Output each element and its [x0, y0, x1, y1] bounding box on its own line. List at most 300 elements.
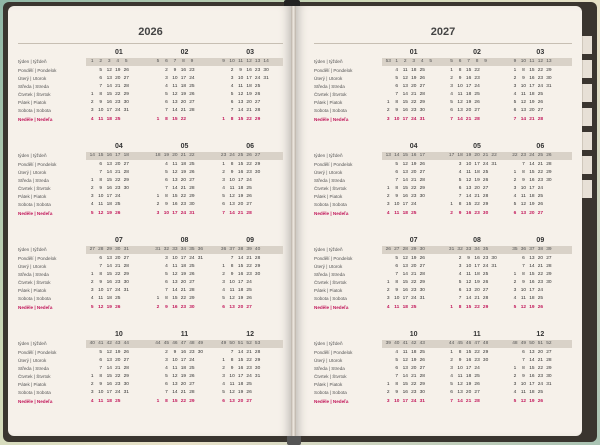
day-number: 1	[90, 272, 94, 278]
week-numbers	[217, 340, 283, 348]
week-number: 12	[246, 59, 252, 64]
day-number: 3	[386, 296, 390, 302]
day-label: Čtvrtek | Štvrtok	[18, 186, 51, 192]
day-row	[152, 193, 218, 201]
week-number: 51	[237, 341, 244, 346]
week-number: 50	[229, 341, 235, 346]
day-number: 25	[537, 194, 544, 200]
day-row	[152, 381, 218, 389]
day-number	[418, 210, 427, 218]
day-number: 16	[465, 358, 472, 364]
day-row	[86, 161, 152, 169]
day-number: 3	[165, 358, 168, 364]
day-number: 10	[172, 358, 178, 364]
day-number: 4	[386, 210, 390, 216]
week-numbers	[86, 152, 152, 160]
day-number: 22	[411, 100, 417, 106]
day-number: 7	[458, 194, 462, 200]
day-label: Neděle | Nedeľa	[18, 210, 53, 216]
day-number: 27	[482, 288, 489, 294]
day-number: 13	[457, 390, 463, 396]
day-number: 25	[474, 374, 480, 380]
day-number	[154, 83, 163, 91]
day-number: 14	[172, 390, 178, 396]
day-row	[152, 201, 218, 209]
week-number: 39	[546, 247, 552, 252]
day-number: 21	[180, 288, 187, 294]
week-label: týden | týždeň	[314, 59, 343, 64]
day-number: 21	[529, 116, 535, 122]
day-number: 4	[450, 374, 453, 380]
day-number: 26	[189, 92, 195, 98]
day-number: 3	[386, 116, 390, 122]
day-number: 14	[465, 194, 472, 200]
day-number: 27	[189, 280, 195, 286]
day-row	[152, 177, 218, 185]
week-number: 35	[482, 247, 489, 252]
day-number: 5	[458, 178, 462, 184]
month-block	[86, 142, 152, 236]
day-number	[384, 83, 393, 91]
day-number: 6	[165, 178, 168, 184]
day-number: 8	[522, 272, 525, 278]
day-number: 10	[520, 288, 527, 294]
day-number: 12	[402, 358, 408, 364]
day-number: 26	[482, 178, 489, 184]
day-row	[445, 116, 508, 124]
day-number: 9	[99, 100, 103, 106]
day-number: 13	[529, 256, 535, 261]
day-number: 1	[156, 398, 160, 404]
page-tab[interactable]	[582, 156, 592, 174]
page-tab[interactable]	[582, 36, 592, 54]
week-number: 26	[385, 247, 391, 252]
month-block	[86, 236, 152, 330]
day-number: 11	[98, 116, 104, 122]
day-number	[219, 349, 228, 357]
page-tab[interactable]	[582, 132, 592, 150]
day-row	[382, 279, 445, 287]
day-number: 28	[189, 108, 195, 114]
day-number	[196, 287, 205, 295]
week-number: 8	[182, 59, 185, 64]
day-number: 4	[90, 296, 94, 302]
day-number	[490, 193, 499, 201]
day-number	[384, 161, 393, 169]
month-number: 04	[409, 143, 418, 150]
day-label: Úterý | Utorok	[18, 358, 47, 364]
day-number	[88, 357, 97, 365]
day-number: 25	[246, 288, 252, 294]
day-number: 4	[450, 92, 453, 98]
week-number: 42	[106, 341, 112, 346]
week-numbers	[152, 340, 218, 348]
day-row	[382, 373, 445, 381]
week-number: 34	[474, 247, 480, 252]
day-number: 19	[237, 390, 244, 396]
day-number	[490, 169, 499, 177]
day-row	[217, 357, 283, 365]
day-row	[509, 381, 572, 389]
day-number: 22	[474, 350, 480, 355]
week-label: týden | týždeň	[18, 153, 47, 158]
day-number	[545, 304, 554, 312]
week-number: 19	[163, 153, 170, 158]
day-number: 28	[123, 366, 129, 372]
day-number: 20	[529, 108, 535, 114]
day-label: Úterý | Utorok	[18, 264, 47, 270]
day-number: 2	[90, 186, 94, 192]
day-number: 14	[237, 350, 244, 355]
day-number: 9	[395, 108, 399, 114]
day-number: 16	[172, 202, 178, 208]
page-tab[interactable]	[582, 60, 592, 78]
day-number: 17	[180, 256, 187, 261]
day-number: 22	[411, 186, 417, 192]
day-number: 9	[458, 76, 462, 82]
day-row	[86, 255, 152, 263]
day-number: 10	[465, 162, 472, 167]
day-number: 22	[180, 398, 187, 404]
week-number: 31	[155, 247, 161, 252]
day-number: 24	[482, 264, 489, 270]
day-number: 24	[411, 202, 417, 208]
day-number	[447, 185, 456, 193]
day-label: Pondělí | Pondelok	[18, 162, 57, 167]
day-number: 19	[529, 398, 535, 404]
day-number: 8	[230, 358, 234, 364]
day-row	[382, 193, 445, 201]
day-number: 19	[180, 272, 187, 278]
day-number: 28	[419, 272, 425, 278]
day-number: 22	[115, 178, 121, 184]
day-row	[445, 185, 508, 193]
month-number: 06	[536, 143, 545, 150]
day-number: 10	[229, 374, 235, 380]
month-number: 01	[409, 49, 418, 56]
day-number: 8	[395, 382, 399, 388]
day-number: 28	[419, 92, 425, 98]
day-number: 14	[106, 366, 112, 372]
day-number: 20	[529, 210, 535, 216]
day-label: Sobota | Sobota	[18, 296, 51, 302]
day-number: 21	[411, 92, 417, 98]
day-number: 15	[172, 398, 178, 404]
day-number: 15	[237, 358, 244, 364]
day-number	[88, 67, 97, 75]
day-number: 31	[263, 76, 269, 82]
day-number: 2	[386, 108, 390, 114]
day-number: 4	[165, 264, 168, 270]
day-number	[154, 169, 163, 177]
day-label: Středa | Streda	[18, 178, 49, 184]
week-number: 30	[419, 247, 425, 252]
week-number: 18	[457, 153, 463, 158]
day-number: 14	[237, 108, 244, 114]
day-number: 9	[99, 186, 103, 192]
day-number: 12	[172, 92, 178, 98]
week-number: 24	[529, 153, 535, 158]
day-number: 24	[246, 280, 252, 286]
day-labels	[314, 48, 382, 142]
day-number: 25	[115, 116, 121, 122]
day-number: 12	[106, 68, 112, 73]
week-number: 17	[448, 153, 455, 158]
day-number	[481, 365, 490, 373]
day-number: 19	[237, 296, 244, 302]
week-number: 13	[546, 59, 552, 64]
day-number	[88, 255, 97, 263]
week-label: týden | týždeň	[314, 247, 343, 252]
day-row	[152, 295, 218, 303]
day-number: 9	[99, 280, 103, 286]
day-number: 17	[106, 194, 112, 200]
day-number: 17	[402, 296, 408, 302]
day-number: 30	[123, 186, 129, 192]
day-number	[481, 75, 490, 83]
day-number: 29	[482, 202, 489, 208]
day-number: 12	[402, 256, 408, 261]
day-number: 23	[537, 280, 544, 286]
month-number: 12	[536, 331, 545, 338]
day-number: 18	[237, 382, 244, 388]
day-number: 27	[546, 350, 552, 355]
day-number: 20	[180, 382, 187, 388]
day-number: 12	[457, 382, 463, 388]
page-tabs[interactable]	[582, 36, 592, 206]
day-number: 27	[546, 256, 552, 261]
day-number: 4	[458, 272, 462, 278]
day-number: 12	[402, 76, 408, 82]
week-number: 40	[394, 341, 400, 346]
page-tab[interactable]	[582, 180, 592, 198]
day-row	[445, 373, 508, 381]
day-number: 23	[411, 390, 417, 396]
week-number: 45	[163, 341, 170, 346]
day-number	[219, 67, 228, 75]
day-number: 1	[513, 366, 517, 372]
day-number: 2	[156, 202, 160, 208]
day-number: 5	[222, 194, 225, 200]
day-number	[154, 75, 163, 83]
day-number	[490, 177, 499, 185]
day-number: 20	[465, 108, 472, 114]
day-number: 12	[402, 162, 408, 167]
day-number: 3	[513, 288, 517, 294]
day-number: 27	[419, 170, 425, 176]
day-number: 5	[222, 296, 225, 302]
day-number	[545, 185, 554, 193]
day-number	[384, 271, 393, 279]
day-number: 26	[246, 296, 252, 302]
day-label: Pondělí | Pondelok	[314, 256, 353, 261]
week-number: 5	[124, 59, 128, 64]
quarter-block	[314, 330, 572, 424]
page-tab[interactable]	[582, 108, 592, 126]
day-number	[481, 389, 490, 397]
day-label: Pátek | Piatok	[18, 100, 47, 106]
day-row	[382, 185, 445, 193]
day-number: 14	[172, 186, 178, 192]
day-number: 26	[537, 398, 544, 404]
day-number: 7	[99, 170, 103, 176]
day-number	[219, 83, 228, 91]
day-number: 30	[254, 366, 261, 372]
day-label: Pondělí | Pondelok	[18, 256, 57, 261]
day-row	[382, 210, 445, 218]
day-number: 11	[520, 92, 526, 98]
day-row	[382, 67, 445, 75]
month-number: 10	[409, 331, 418, 338]
month-block	[445, 48, 508, 142]
day-number: 9	[230, 366, 234, 372]
day-number: 8	[458, 68, 462, 73]
day-number	[219, 99, 228, 107]
day-number	[122, 116, 131, 124]
day-row	[445, 201, 508, 209]
day-number: 15	[402, 382, 408, 388]
day-number: 14	[529, 162, 535, 167]
day-number: 24	[189, 358, 195, 364]
week-number: 37	[229, 247, 235, 252]
day-number: 11	[172, 366, 178, 372]
day-number	[511, 161, 520, 169]
day-number: 13	[229, 202, 235, 208]
week-number: 14	[394, 153, 400, 158]
day-number: 6	[450, 390, 453, 396]
week-number: 44	[123, 341, 129, 346]
day-row	[152, 75, 218, 83]
week-number: 53	[254, 341, 261, 346]
week-number: 4	[420, 59, 424, 64]
day-number: 29	[123, 178, 129, 184]
day-number: 3	[90, 288, 94, 294]
day-row	[86, 177, 152, 185]
day-number: 30	[546, 280, 552, 286]
day-number	[122, 210, 131, 218]
day-number: 27	[246, 398, 252, 404]
day-number: 3	[458, 264, 462, 270]
month-number: 06	[246, 143, 255, 150]
page-tab[interactable]	[582, 84, 592, 102]
day-number: 27	[474, 390, 480, 396]
day-number: 7	[165, 108, 168, 114]
day-number: 13	[402, 366, 408, 372]
day-label: Sobota | Sobota	[314, 296, 347, 302]
day-number: 20	[411, 264, 417, 270]
day-number	[447, 161, 456, 169]
day-row	[382, 255, 445, 263]
day-number: 2	[165, 68, 168, 73]
day-number: 2	[386, 288, 390, 294]
day-number: 24	[180, 210, 187, 216]
day-number: 2	[222, 366, 225, 372]
day-number: 17	[529, 186, 535, 192]
day-number: 15	[106, 272, 112, 278]
day-number: 16	[172, 304, 178, 310]
day-number: 17	[180, 76, 187, 82]
day-number	[253, 295, 262, 303]
day-row	[152, 99, 218, 107]
day-number: 30	[419, 390, 425, 396]
day-number: 20	[474, 288, 480, 294]
day-number: 10	[394, 398, 400, 404]
day-label: Pátek | Piatok	[314, 288, 343, 294]
day-row	[382, 107, 445, 115]
week-number: 1	[90, 59, 94, 64]
day-number: 11	[238, 84, 244, 90]
month-number: 01	[114, 49, 123, 56]
day-number: 5	[165, 170, 168, 176]
day-number: 22	[537, 366, 544, 372]
week-number: 5	[429, 59, 433, 64]
day-number	[253, 185, 262, 193]
day-row	[509, 193, 572, 201]
day-number	[253, 279, 262, 287]
day-number: 25	[482, 272, 489, 278]
day-number: 13	[520, 108, 527, 114]
week-number: 15	[402, 153, 408, 158]
day-number: 21	[180, 390, 187, 396]
day-number: 26	[189, 374, 195, 380]
day-row	[382, 271, 445, 279]
day-number: 21	[246, 108, 252, 114]
week-number: 39	[385, 341, 391, 346]
day-number: 8	[522, 170, 525, 176]
day-number: 20	[246, 100, 252, 106]
day-number: 25	[115, 202, 121, 208]
day-number: 2	[458, 256, 462, 261]
day-number: 9	[522, 76, 525, 82]
day-number: 30	[491, 256, 497, 261]
day-number: 23	[246, 366, 252, 372]
day-number	[490, 279, 499, 287]
day-number: 20	[115, 162, 121, 167]
day-number: 9	[230, 170, 234, 176]
day-number: 5	[513, 304, 517, 310]
day-number: 7	[230, 350, 234, 355]
day-row	[152, 287, 218, 295]
day-row	[217, 349, 283, 357]
day-number: 22	[537, 272, 544, 278]
day-row	[86, 83, 152, 91]
day-number	[122, 193, 131, 201]
day-number: 29	[482, 350, 489, 355]
day-row	[217, 263, 283, 271]
day-number: 4	[513, 194, 517, 200]
day-labels	[314, 330, 382, 424]
day-number: 17	[237, 178, 244, 184]
day-number: 20	[115, 76, 121, 82]
day-number: 5	[513, 398, 517, 404]
day-number: 17	[465, 84, 472, 90]
week-number: 32	[457, 247, 463, 252]
week-number: 36	[197, 247, 204, 252]
day-number: 7	[165, 390, 168, 396]
day-number: 25	[246, 186, 252, 192]
day-label: Čtvrtek | Štvrtok	[314, 374, 347, 380]
day-number	[196, 263, 205, 271]
day-row	[509, 279, 572, 287]
day-number: 12	[520, 398, 527, 404]
day-number: 10	[237, 76, 244, 82]
day-number: 22	[246, 116, 252, 122]
day-row	[152, 373, 218, 381]
day-number	[545, 107, 554, 115]
month-number: 04	[114, 143, 123, 150]
day-labels	[314, 142, 382, 236]
month-block	[509, 48, 572, 142]
